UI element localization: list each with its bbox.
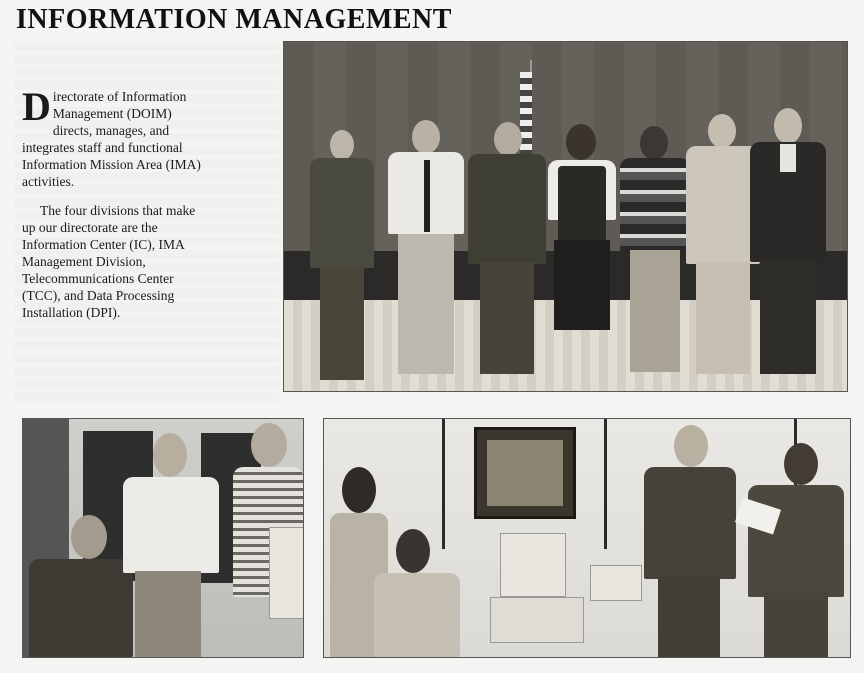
computer-cpu: [490, 597, 584, 643]
page-title: INFORMATION MANAGEMENT: [16, 4, 452, 35]
intro-paragraph-2: The four divisions that make up our directorate are the Information Center (IC), IMA Management Division, Telecommunications Center (TCC), and Data Processing Installation (DPI).: [22, 203, 196, 320]
office-photo-right: [323, 418, 851, 658]
computer-monitor: [500, 533, 566, 597]
intro-paragraph-1-text: irectorate of Information Management (DOIM) directs, manages, and integrates staff and functional Information Mission Area (IMA) activities.: [22, 89, 201, 189]
person-standing-white-shirt: [119, 433, 223, 657]
person-soldier-left: [642, 425, 738, 657]
person-seated-woman: [372, 529, 462, 657]
person-1: [306, 130, 376, 386]
printer: [590, 565, 642, 601]
intro-text: [22, 84, 207, 333]
framed-picture: [474, 427, 576, 519]
person-5: [618, 126, 692, 382]
drop-cap: D: [22, 84, 51, 129]
person-soldier-right: [744, 443, 848, 657]
wall-edge: [604, 419, 607, 549]
office-photo-left: [22, 418, 304, 658]
person-7: [748, 108, 828, 384]
computer-monitor: [269, 527, 304, 619]
person-2: [384, 120, 468, 386]
intro-paragraph-1: [22, 84, 207, 190]
person-3: [464, 122, 550, 384]
group-photo: [283, 41, 848, 392]
person-4: [544, 124, 620, 380]
